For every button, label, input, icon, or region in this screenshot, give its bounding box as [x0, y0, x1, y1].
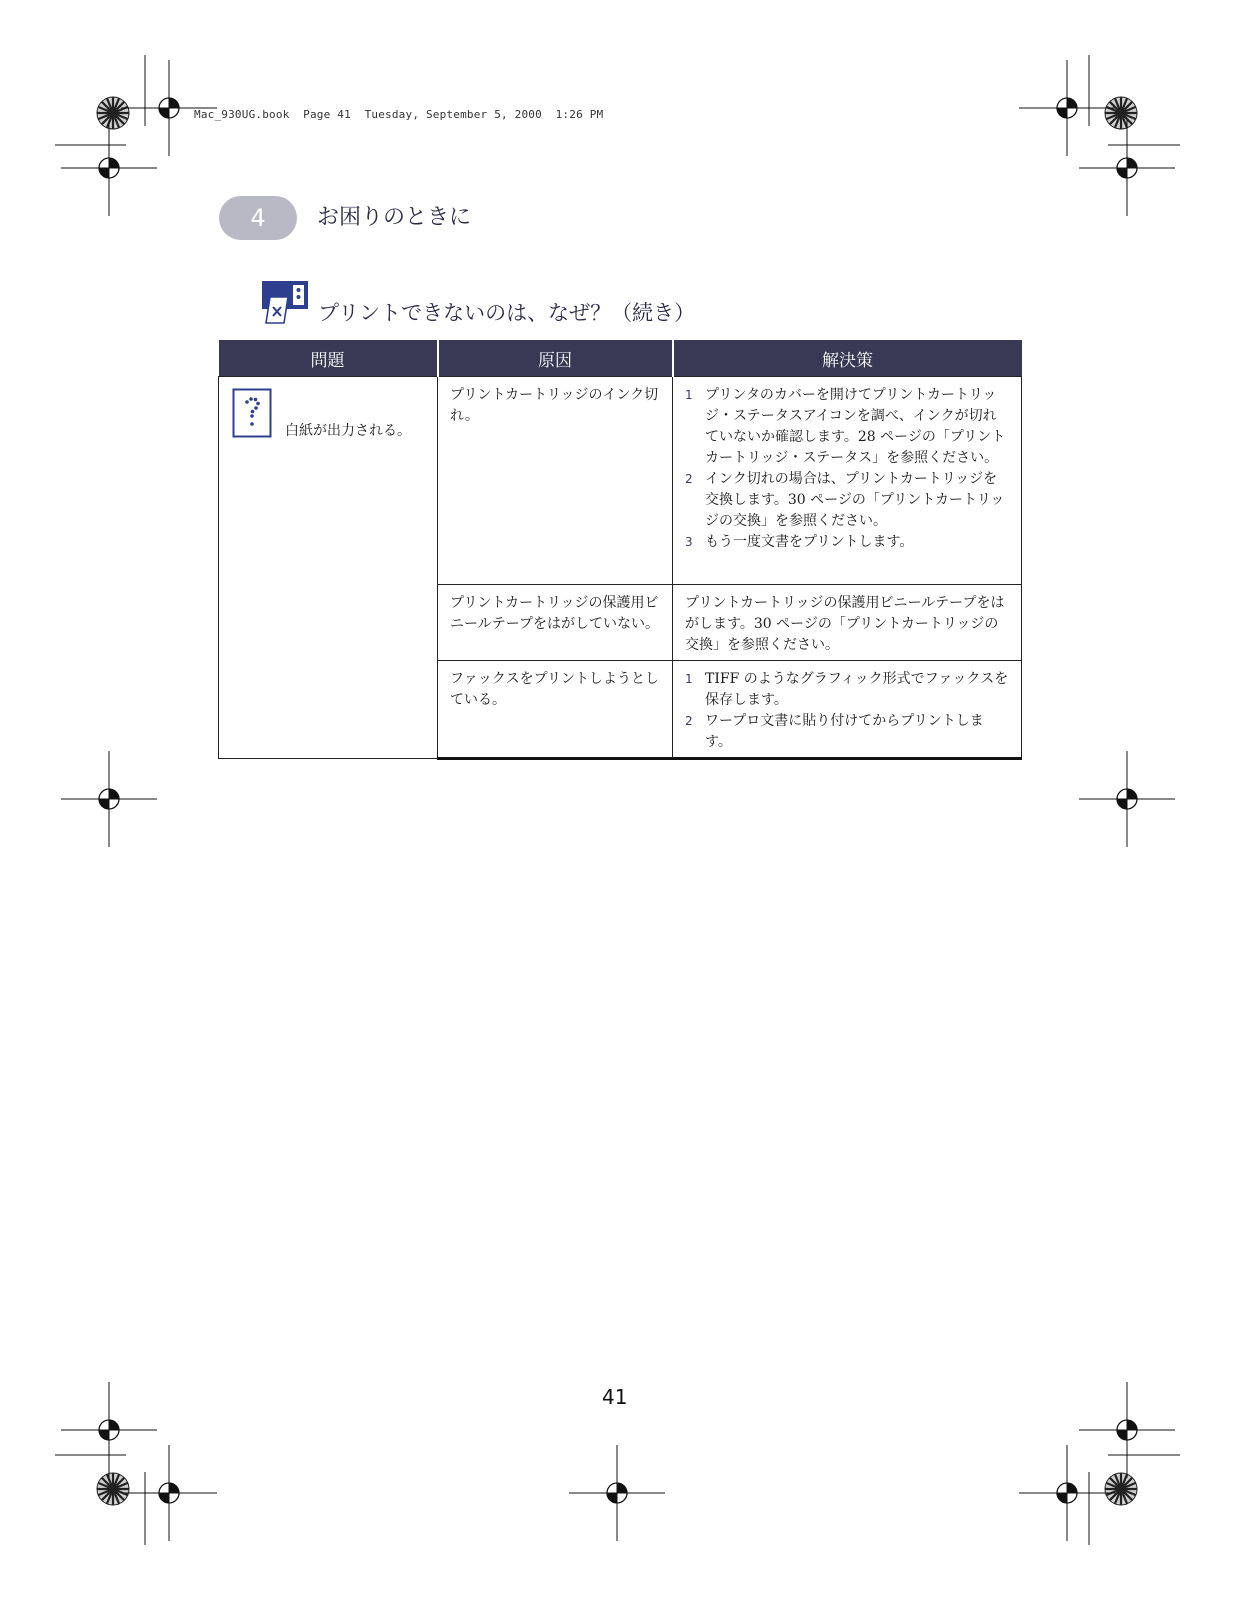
problem-text: 白紙が出力される。 [285, 423, 411, 439]
chapter-title: お困りのときに [317, 205, 472, 230]
header-cause: 原因 [438, 340, 673, 377]
step-number: 1 [685, 672, 693, 686]
table-header-row [219, 340, 1022, 377]
cause-cell: ファックスをプリントしようとしている。 [438, 661, 673, 759]
step-text: プリンタのカバーを開けてプリントカートリッジ・ステータスアイコンを調べ、インクが切れていないか確認します。28 ページの「プリントカートリッジ・ステータス」を参照ください。 [705, 387, 1006, 466]
cause-cell: プリントカートリッジの保護用ビニールテープをはがしていない。 [438, 585, 673, 661]
step-number: 1 [685, 388, 693, 402]
section-heading [262, 281, 962, 329]
step-text: ワープロ文書に貼り付けてからプリントします。 [705, 713, 984, 750]
solution-steps [685, 669, 1009, 753]
table-row [219, 377, 1022, 585]
step-number: 2 [685, 472, 693, 486]
step-text: インク切れの場合は、プリントカートリッジを交換します。30 ページの「プリントカートリッジの交換」を参照ください。 [705, 471, 1005, 529]
cause-cell: プリントカートリッジのインク切れ。 [438, 377, 673, 585]
solution-cell [673, 377, 1022, 585]
list-item [685, 469, 1009, 532]
solution-cell [673, 661, 1022, 759]
header-problem: 問題 [219, 340, 438, 377]
solution-cell: プリントカートリッジの保護用ビニールテープをはがします。30 ページの「プリントカートリッジの交換」を参照ください。 [673, 585, 1022, 661]
list-item [685, 669, 1009, 711]
list-item [685, 711, 1009, 753]
problem-cell [219, 377, 438, 759]
section-title: プリントできないのは、なぜ？（続き） [318, 301, 696, 325]
header-solution: 解決策 [673, 340, 1022, 377]
step-text: TIFF のようなグラフィック形式でファックスを保存します。 [705, 671, 1009, 708]
step-text: もう一度文書をプリントします。 [705, 534, 914, 550]
page-number: 41 [602, 1385, 628, 1409]
list-item [685, 532, 1009, 553]
troubleshooting-table [218, 340, 1022, 760]
chapter-number-badge: 4 [219, 196, 297, 240]
step-number: 2 [685, 714, 693, 728]
step-number: 3 [685, 535, 693, 549]
solution-steps [685, 385, 1009, 553]
print-header: Mac_930UG.book Page 41 Tuesday, September 5, 2000 1:26 PM [194, 108, 604, 121]
question-page-icon [232, 388, 272, 438]
list-item [685, 385, 1009, 469]
printer-page-icon [262, 281, 310, 327]
